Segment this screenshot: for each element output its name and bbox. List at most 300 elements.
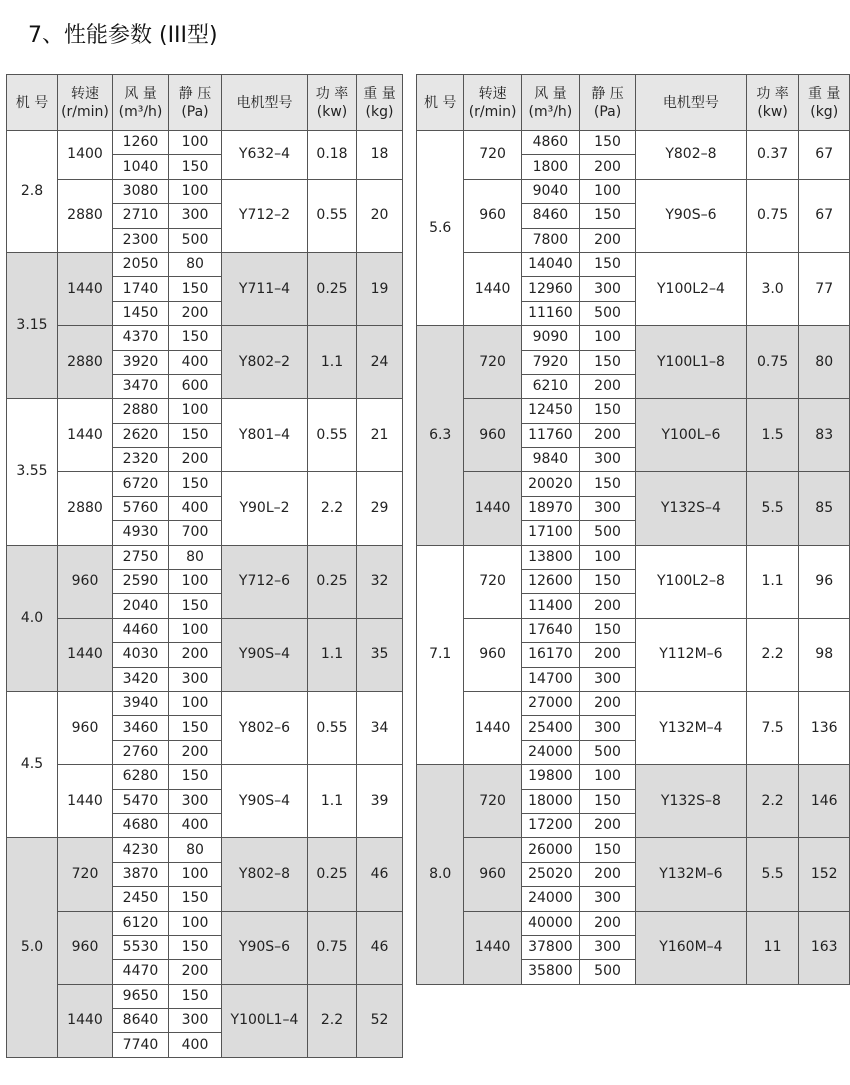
pressure-cell: 300 <box>169 667 222 691</box>
header-power-unit: (kw) <box>316 103 348 120</box>
header-model-label: 机 号 <box>15 94 49 111</box>
motor-cell: Y100L2–8 <box>636 545 747 618</box>
flow-cell: 5530 <box>113 935 169 959</box>
flow-cell: 4680 <box>113 813 169 837</box>
speed-cell: 960 <box>464 838 521 911</box>
motor-cell: Y802–8 <box>222 838 308 911</box>
pressure-cell: 400 <box>169 496 222 520</box>
pressure-cell: 150 <box>579 789 635 813</box>
header-weight-unit: (kg) <box>365 103 394 120</box>
power-cell: 11 <box>746 911 799 984</box>
motor-cell: Y132M–6 <box>636 838 747 911</box>
speed-cell: 1400 <box>58 131 113 180</box>
power-cell: 0.75 <box>308 911 357 984</box>
header-speed-label: 转速 <box>71 85 99 102</box>
pressure-cell: 150 <box>169 765 222 789</box>
weight-cell: 77 <box>799 252 850 325</box>
power-cell: 0.75 <box>746 179 799 252</box>
header-model <box>417 75 464 131</box>
pressure-cell: 300 <box>579 667 635 691</box>
weight-cell: 46 <box>357 911 403 984</box>
flow-cell: 3920 <box>113 350 169 374</box>
flow-cell: 40000 <box>521 911 579 935</box>
flow-cell: 7920 <box>521 350 579 374</box>
pressure-cell: 150 <box>579 838 635 862</box>
flow-cell: 14040 <box>521 252 579 276</box>
power-cell: 0.37 <box>746 131 799 180</box>
flow-cell: 11760 <box>521 423 579 447</box>
performance-table-left <box>6 74 403 1058</box>
table-row <box>7 326 403 350</box>
model-cell: 3.55 <box>7 399 58 545</box>
weight-cell: 39 <box>357 765 403 838</box>
flow-cell: 9090 <box>521 326 579 350</box>
header-pressure-label: 静 压 <box>178 85 212 102</box>
pressure-cell: 300 <box>169 1009 222 1033</box>
model-cell: 5.6 <box>417 131 464 326</box>
pressure-cell: 150 <box>169 935 222 959</box>
pressure-cell: 700 <box>169 521 222 545</box>
weight-cell: 35 <box>357 618 403 691</box>
flow-cell: 35800 <box>521 960 579 984</box>
pressure-cell: 100 <box>169 131 222 155</box>
table-row <box>7 131 403 155</box>
header-weight-label: 重 量 <box>363 85 396 102</box>
header-flow-unit: (m³/h) <box>528 103 573 120</box>
table-row <box>7 765 403 789</box>
power-cell: 2.2 <box>308 472 357 545</box>
flow-cell: 3080 <box>113 179 169 203</box>
table-row <box>7 472 403 496</box>
pressure-cell: 100 <box>579 545 635 569</box>
power-cell: 1.1 <box>308 765 357 838</box>
header-speed-label: 转速 <box>478 85 507 102</box>
speed-cell: 720 <box>58 838 113 911</box>
table-row <box>7 545 403 569</box>
motor-cell: Y100L1–8 <box>636 326 747 399</box>
model-cell: 3.15 <box>7 252 58 398</box>
header-pressure-unit: (Pa) <box>181 103 209 120</box>
speed-cell: 720 <box>464 765 521 838</box>
pressure-cell: 100 <box>169 399 222 423</box>
flow-cell: 14700 <box>521 667 579 691</box>
pressure-cell: 150 <box>579 252 635 276</box>
flow-cell: 2590 <box>113 570 169 594</box>
flow-cell: 8640 <box>113 1009 169 1033</box>
pressure-cell: 200 <box>579 643 635 667</box>
motor-cell: Y801–4 <box>222 399 308 472</box>
motor-cell: Y90S–4 <box>222 618 308 691</box>
header-power <box>746 75 799 131</box>
speed-cell: 720 <box>464 326 521 399</box>
flow-cell: 2300 <box>113 228 169 252</box>
flow-cell: 11400 <box>521 594 579 618</box>
weight-cell: 85 <box>799 472 850 545</box>
table-row <box>7 252 403 276</box>
pressure-cell: 80 <box>169 838 222 862</box>
flow-cell: 1740 <box>113 277 169 301</box>
model-cell: 4.0 <box>7 545 58 691</box>
motor-cell: Y100L–6 <box>636 399 747 472</box>
table-row <box>417 179 850 203</box>
header-power-label: 功 率 <box>315 85 349 102</box>
pressure-cell: 150 <box>169 423 222 447</box>
pressure-cell: 200 <box>579 423 635 447</box>
flow-cell: 2750 <box>113 545 169 569</box>
flow-cell: 7800 <box>521 228 579 252</box>
motor-cell: Y802–2 <box>222 326 308 399</box>
power-cell: 1.1 <box>308 618 357 691</box>
flow-cell: 9040 <box>521 179 579 203</box>
flow-cell: 6120 <box>113 911 169 935</box>
speed-cell: 960 <box>58 691 113 764</box>
flow-cell: 7740 <box>113 1033 169 1057</box>
power-cell: 5.5 <box>746 472 799 545</box>
motor-cell: Y90S–6 <box>222 911 308 984</box>
pressure-cell: 300 <box>579 496 635 520</box>
pressure-cell: 100 <box>579 326 635 350</box>
header-model <box>7 75 58 131</box>
header-power-label: 功 率 <box>756 85 789 102</box>
flow-cell: 4930 <box>113 521 169 545</box>
flow-cell: 2040 <box>113 594 169 618</box>
pressure-cell: 100 <box>169 862 222 886</box>
pressure-cell: 150 <box>169 472 222 496</box>
weight-cell: 67 <box>799 179 850 252</box>
speed-cell: 960 <box>58 545 113 618</box>
header-flow-unit: (m³/h) <box>118 103 163 120</box>
flow-cell: 2760 <box>113 740 169 764</box>
header-speed-unit: (r/min) <box>61 103 109 120</box>
power-cell: 2.2 <box>746 765 799 838</box>
pressure-cell: 400 <box>169 813 222 837</box>
motor-cell: Y802–6 <box>222 691 308 764</box>
pressure-cell: 150 <box>169 984 222 1008</box>
table-row <box>417 326 850 350</box>
flow-cell: 24000 <box>521 887 579 911</box>
pressure-cell: 150 <box>579 472 635 496</box>
weight-cell: 52 <box>357 984 403 1057</box>
flow-cell: 3470 <box>113 374 169 398</box>
header-power-unit: (kw) <box>757 103 788 120</box>
flow-cell: 3420 <box>113 667 169 691</box>
speed-cell: 960 <box>58 911 113 984</box>
power-cell: 2.2 <box>308 984 357 1057</box>
pressure-cell: 150 <box>169 326 222 350</box>
pressure-cell: 200 <box>579 691 635 715</box>
pressure-cell: 200 <box>579 155 635 179</box>
flow-cell: 2880 <box>113 399 169 423</box>
pressure-cell: 150 <box>579 570 635 594</box>
motor-cell: Y90S–6 <box>636 179 747 252</box>
power-cell: 1.1 <box>308 326 357 399</box>
header-flow <box>521 75 579 131</box>
flow-cell: 8460 <box>521 204 579 228</box>
model-cell: 7.1 <box>417 545 464 765</box>
pressure-cell: 400 <box>169 350 222 374</box>
flow-cell: 9650 <box>113 984 169 1008</box>
header-flow-label: 风 量 <box>534 85 567 102</box>
flow-cell: 5760 <box>113 496 169 520</box>
motor-cell: Y802–8 <box>636 131 747 180</box>
pressure-cell: 500 <box>579 301 635 325</box>
weight-cell: 19 <box>357 252 403 325</box>
weight-cell: 29 <box>357 472 403 545</box>
motor-cell: Y711–4 <box>222 252 308 325</box>
flow-cell: 12450 <box>521 399 579 423</box>
weight-cell: 67 <box>799 131 850 180</box>
pressure-cell: 300 <box>169 789 222 813</box>
speed-cell: 1440 <box>464 911 521 984</box>
pressure-cell: 300 <box>579 716 635 740</box>
speed-cell: 2880 <box>58 179 113 252</box>
model-cell: 4.5 <box>7 691 58 837</box>
power-cell: 2.2 <box>746 618 799 691</box>
pressure-cell: 200 <box>579 813 635 837</box>
header-pressure-unit: (Pa) <box>593 103 622 120</box>
pressure-cell: 100 <box>169 618 222 642</box>
pressure-cell: 200 <box>579 374 635 398</box>
pressure-cell: 200 <box>579 862 635 886</box>
motor-cell: Y712–2 <box>222 179 308 252</box>
model-cell: 2.8 <box>7 131 58 253</box>
header-motor <box>222 75 308 131</box>
weight-cell: 46 <box>357 838 403 911</box>
header-motor-label: 电机型号 <box>662 94 719 111</box>
flow-cell: 1800 <box>521 155 579 179</box>
model-cell: 8.0 <box>417 765 464 985</box>
pressure-cell: 100 <box>579 179 635 203</box>
flow-cell: 20020 <box>521 472 579 496</box>
speed-cell: 1440 <box>58 252 113 325</box>
header-weight-unit: (kg) <box>810 103 839 120</box>
flow-cell: 2450 <box>113 887 169 911</box>
speed-cell: 720 <box>464 545 521 618</box>
weight-cell: 98 <box>799 618 850 691</box>
speed-cell: 1440 <box>464 691 521 764</box>
pressure-cell: 200 <box>169 448 222 472</box>
flow-cell: 6720 <box>113 472 169 496</box>
pressure-cell: 300 <box>579 935 635 959</box>
flow-cell: 5470 <box>113 789 169 813</box>
weight-cell: 163 <box>799 911 850 984</box>
speed-cell: 1440 <box>58 984 113 1057</box>
flow-cell: 2320 <box>113 448 169 472</box>
flow-cell: 6280 <box>113 765 169 789</box>
flow-cell: 2710 <box>113 204 169 228</box>
flow-cell: 4860 <box>521 131 579 155</box>
table-row <box>417 691 850 715</box>
flow-cell: 11160 <box>521 301 579 325</box>
pressure-cell: 200 <box>579 911 635 935</box>
pressure-cell: 150 <box>579 131 635 155</box>
page-title: 7、性能参数 (III型) <box>28 23 218 48</box>
pressure-cell: 150 <box>579 399 635 423</box>
flow-cell: 26000 <box>521 838 579 862</box>
pressure-cell: 500 <box>579 521 635 545</box>
flow-cell: 4470 <box>113 960 169 984</box>
header-speed <box>464 75 521 131</box>
weight-cell: 80 <box>799 326 850 399</box>
speed-cell: 960 <box>464 179 521 252</box>
pressure-cell: 150 <box>579 204 635 228</box>
flow-cell: 3940 <box>113 691 169 715</box>
table-header <box>7 75 403 131</box>
motor-cell: Y132S–8 <box>636 765 747 838</box>
power-cell: 0.18 <box>308 131 357 180</box>
table-row <box>417 545 850 569</box>
motor-cell: Y90S–4 <box>222 765 308 838</box>
header-weight <box>357 75 403 131</box>
pressure-cell: 300 <box>579 887 635 911</box>
pressure-cell: 200 <box>169 960 222 984</box>
flow-cell: 1260 <box>113 131 169 155</box>
flow-cell: 37800 <box>521 935 579 959</box>
flow-cell: 13800 <box>521 545 579 569</box>
pressure-cell: 100 <box>169 179 222 203</box>
pressure-cell: 100 <box>579 765 635 789</box>
speed-cell: 2880 <box>58 472 113 545</box>
weight-cell: 96 <box>799 545 850 618</box>
pressure-cell: 100 <box>169 911 222 935</box>
flow-cell: 17200 <box>521 813 579 837</box>
weight-cell: 136 <box>799 691 850 764</box>
weight-cell: 32 <box>357 545 403 618</box>
header-speed-unit: (r/min) <box>468 103 517 120</box>
pressure-cell: 100 <box>169 691 222 715</box>
flow-cell: 17640 <box>521 618 579 642</box>
table-row <box>417 399 850 423</box>
power-cell: 0.75 <box>746 326 799 399</box>
flow-cell: 6210 <box>521 374 579 398</box>
table-row <box>417 911 850 935</box>
pressure-cell: 150 <box>579 618 635 642</box>
flow-cell: 27000 <box>521 691 579 715</box>
pressure-cell: 500 <box>169 228 222 252</box>
pressure-cell: 500 <box>579 740 635 764</box>
pressure-cell: 200 <box>169 740 222 764</box>
pressure-cell: 150 <box>169 716 222 740</box>
weight-cell: 83 <box>799 399 850 472</box>
speed-cell: 2880 <box>58 326 113 399</box>
weight-cell: 21 <box>357 399 403 472</box>
flow-cell: 9840 <box>521 448 579 472</box>
header-motor-label: 电机型号 <box>236 94 293 111</box>
pressure-cell: 150 <box>169 594 222 618</box>
pressure-cell: 500 <box>579 960 635 984</box>
power-cell: 3.0 <box>746 252 799 325</box>
power-cell: 0.25 <box>308 252 357 325</box>
header-weight-label: 重 量 <box>807 85 841 102</box>
table-row <box>7 911 403 935</box>
table-row <box>417 838 850 862</box>
power-cell: 0.25 <box>308 838 357 911</box>
table-header <box>417 75 850 131</box>
flow-cell: 2620 <box>113 423 169 447</box>
header-pressure <box>579 75 635 131</box>
weight-cell: 20 <box>357 179 403 252</box>
header-row <box>417 75 850 131</box>
header-weight <box>799 75 850 131</box>
power-cell: 1.1 <box>746 545 799 618</box>
table-row <box>7 399 403 423</box>
header-pressure-label: 静 压 <box>591 85 624 102</box>
flow-cell: 12600 <box>521 570 579 594</box>
flow-cell: 4460 <box>113 618 169 642</box>
power-cell: 0.55 <box>308 179 357 252</box>
flow-cell: 17100 <box>521 521 579 545</box>
model-cell: 6.3 <box>417 326 464 546</box>
pressure-cell: 150 <box>169 155 222 179</box>
model-cell: 5.0 <box>7 838 58 1058</box>
header-speed <box>58 75 113 131</box>
pressure-cell: 100 <box>169 570 222 594</box>
pressure-cell: 300 <box>579 277 635 301</box>
speed-cell: 1440 <box>58 618 113 691</box>
speed-cell: 1440 <box>464 472 521 545</box>
flow-cell: 24000 <box>521 740 579 764</box>
flow-cell: 12960 <box>521 277 579 301</box>
speed-cell: 1440 <box>464 252 521 325</box>
table-row <box>417 765 850 789</box>
flow-cell: 16170 <box>521 643 579 667</box>
weight-cell: 34 <box>357 691 403 764</box>
flow-cell: 1450 <box>113 301 169 325</box>
pressure-cell: 150 <box>579 350 635 374</box>
power-cell: 0.25 <box>308 545 357 618</box>
table-row <box>7 984 403 1008</box>
weight-cell: 152 <box>799 838 850 911</box>
motor-cell: Y712–6 <box>222 545 308 618</box>
flow-cell: 4370 <box>113 326 169 350</box>
pressure-cell: 200 <box>169 643 222 667</box>
flow-cell: 4030 <box>113 643 169 667</box>
pressure-cell: 80 <box>169 545 222 569</box>
motor-cell: Y112M–6 <box>636 618 747 691</box>
pressure-cell: 150 <box>169 277 222 301</box>
flow-cell: 3870 <box>113 862 169 886</box>
table-row <box>7 838 403 862</box>
header-row <box>7 75 403 131</box>
power-cell: 5.5 <box>746 838 799 911</box>
motor-cell: Y132M–4 <box>636 691 747 764</box>
table-row <box>417 252 850 276</box>
pressure-cell: 200 <box>579 228 635 252</box>
table-row <box>417 131 850 155</box>
speed-cell: 1440 <box>58 399 113 472</box>
flow-cell: 25400 <box>521 716 579 740</box>
pressure-cell: 200 <box>169 301 222 325</box>
header-model-label: 机 号 <box>423 94 457 111</box>
table-row <box>7 691 403 715</box>
motor-cell: Y632–4 <box>222 131 308 180</box>
pressure-cell: 80 <box>169 252 222 276</box>
flow-cell: 2050 <box>113 252 169 276</box>
power-cell: 7.5 <box>746 691 799 764</box>
pressure-cell: 200 <box>579 594 635 618</box>
table-row <box>7 618 403 642</box>
pressure-cell: 150 <box>169 887 222 911</box>
header-pressure <box>169 75 222 131</box>
header-flow-label: 风 量 <box>124 85 157 102</box>
motor-cell: Y90L–2 <box>222 472 308 545</box>
flow-cell: 18970 <box>521 496 579 520</box>
motor-cell: Y132S–4 <box>636 472 747 545</box>
pressure-cell: 400 <box>169 1033 222 1057</box>
pressure-cell: 300 <box>169 204 222 228</box>
pressure-cell: 300 <box>579 448 635 472</box>
motor-cell: Y160M–4 <box>636 911 747 984</box>
